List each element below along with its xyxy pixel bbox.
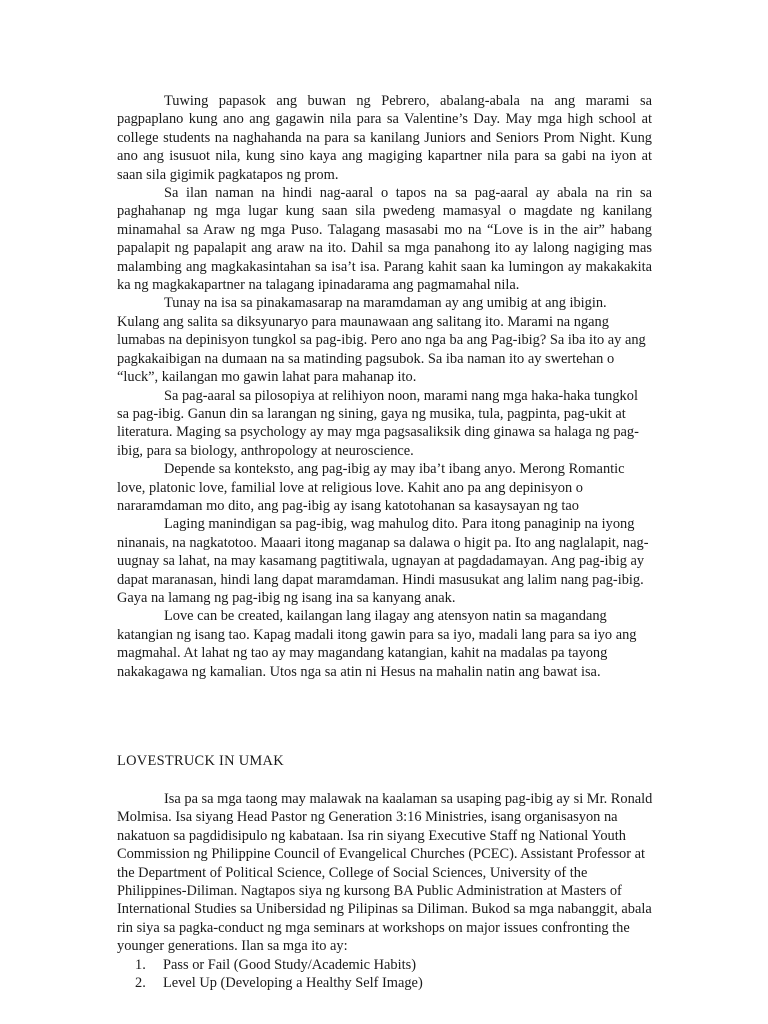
paragraph-stand-for-love: Laging manindigan sa pag-ibig, wag mahulog dito. Para itong panaginip na iyong ninanais, na nagkatotoo. Maaari itong maganap sa dalawa o higit pa. Ito ang naglalapit, nag-uugnay sa lahat, na may kasamang pagtitiwala, ugnayan at pagdadamayan. Ang pag-ibig ay dapat maranasan, hindi lang dapat maramdaman. Hindi masusukat ang lalim nang pag-ibig. Gaya na lamang ng pag-ibig ng isang ina sa kanyang anak. <box>117 516 649 606</box>
list-number: 1. <box>135 956 146 973</box>
paragraph-ronald-molmisa: Isa pa sa mga taong may malawak na kaalaman sa usaping pag-ibig ay si Mr. Ronald Molmisa. Isa siyang Head Pastor ng Generation 3:16 Ministries, isang organisasyon na nakatuon sa pagdidisipulo ng kabataan. Isa rin siyang Executive Staff ng National Youth Commission ng Philippine Council of Evangelical Churches (PCEC). Assistant Professor at the Department of Political Science, College of Social Sciences, University of the Philippines-Diliman. Nagtapos siya ng kursong BA Public Administration at Masters of International Studies sa Unibersidad ng Pilipinas sa Diliman. Bukod sa mga nabanggit, abala rin siya sa pagka-conduct ng mga seminars at workshops on major issues confronting the younger generations. Ilan sa mga ito ay: <box>117 791 653 955</box>
paragraph-definition-of-love: Tunay na isa sa pinakamasarap na maramdaman ay ang umibig at ang ibigin. Kulang ang salita sa diksyunaryo para maunawaan ang salitang ito. Marami na ngang lumabas na depinisyon tungkol sa pag-ibig. Pero ano nga ba ang Pag-ibig? Sa iba ito ay ang pagkakaibigan na dumaan na sa matinding pagsubok. Sa iba naman ito ay swertehan o “luck”, kailangan mo gawin lahat para mahanap ito. <box>117 295 646 386</box>
seminar-list <box>117 956 657 993</box>
paragraph-philosophy-religion: Sa pag-aaral sa pilosopiya at relihiyon noon, marami nang mga haka-haka tungkol sa pag-ibig. Ganun din sa larangan ng sining, gaya ng musika, tula, pagpinta, pag-ukit at literatura. Maging sa psychology ay may mga pagsasaliksik ding ginawa sa halaga ng pag-ibig, para sa biology, anthropology at neuroscience. <box>117 387 639 459</box>
paragraph-love-in-the-air: Sa ilan naman na hindi nag-aaral o tapos na sa pag-aaral ay abala na rin sa paghahanap ng mga lugar kung saan sila pwedeng mamasyal o magdate ng kanilang minamahal sa Araw ng mga Puso. Talagang masasabi mo na “Love is in the air” habang papalapit ng papalapit ang araw na ito. Dahil sa mga panahong ito ay lalong nagiging mas malambing ang magkakasintahan sa isa’t isa. Parang kahit saan ka lumingon ay makakakita ka ng magkakapartner na talagang ipinadarama ang pagmamahal nila. <box>117 185 652 294</box>
paragraph-love-can-be-created: Love can be created, kailangan lang ilagay ang atensyon natin sa magandang katangian ng isang tao. Kapag madali itong gawin para sa iyo, madali lang para sa iyo ang magmahal. At lahat ng tao ay may magandang katangian, kahit na madalas pa tayong nakakagawa ng kamalian. Utos nga sa atin ni Hesus na mahalin natin ang bawat isa. <box>117 608 637 680</box>
list-number: 2. <box>135 975 146 992</box>
document-body <box>117 92 652 681</box>
list-item <box>117 956 657 974</box>
list-item-text: Pass or Fail (Good Study/Academic Habits) <box>163 956 417 973</box>
section-heading: LOVESTRUCK IN UMAK <box>117 753 284 769</box>
paragraph-forms-of-love: Depende sa konteksto, ang pag-ibig ay may iba’t ibang anyo. Merong Romantic love, platonic love, familial love at religious love. Kahit ano pa ang depinisyon o nararamdaman mo dito, ang pag-ibig ay isang katotohanan sa kasaysayan ng tao <box>117 461 625 514</box>
paragraph-valentines-intro: Tuwing papasok ang buwan ng Pebrero, abalang-abala na ang marami sa pagpaplano kung ano ang gagawin nila para sa Valentine’s Day. May mga high school at college students na naghahanda na para sa kanilang Juniors and Seniors Prom Night. Kung ano ang isusuot nila, kung sino kaya ang magiging kapartner nila para sa gabi na iyon at saan sila gigimik pagkatapos ng prom. <box>117 93 652 183</box>
list-item-text: Level Up (Developing a Healthy Self Image) <box>163 975 423 992</box>
bio-section <box>117 790 657 992</box>
list-item <box>117 974 657 992</box>
